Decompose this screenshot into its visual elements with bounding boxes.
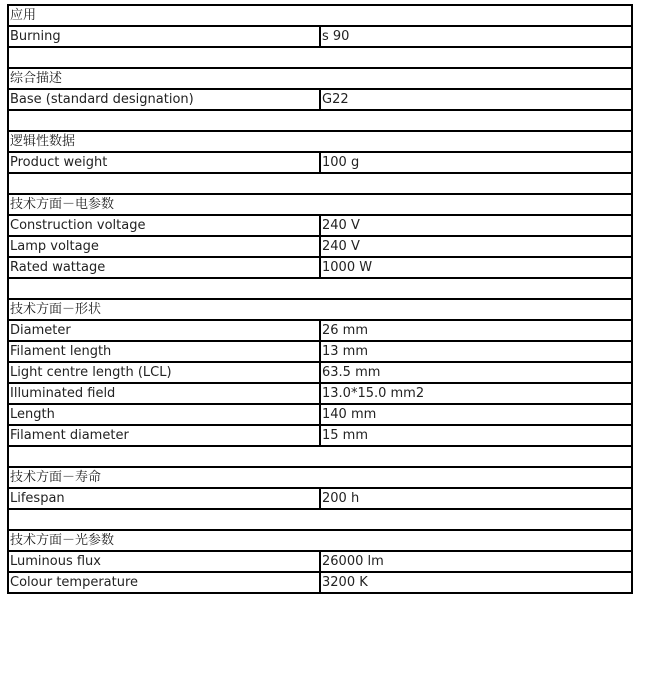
section-heading: 逻辑性数据 bbox=[8, 131, 632, 152]
spacer-row bbox=[8, 110, 632, 131]
spacer-row bbox=[8, 47, 632, 68]
section-heading-row bbox=[8, 68, 632, 89]
spec-table bbox=[7, 4, 633, 594]
section-heading-row bbox=[8, 530, 632, 551]
spec-value: s 90 bbox=[320, 26, 632, 47]
spec-label: Luminous flux bbox=[8, 551, 320, 572]
spec-label: Illuminated field bbox=[8, 383, 320, 404]
spacer-cell bbox=[8, 47, 632, 68]
spec-value: 26000 lm bbox=[320, 551, 632, 572]
spec-row bbox=[8, 488, 632, 509]
spec-value: 3200 K bbox=[320, 572, 632, 593]
spec-label: Lamp voltage bbox=[8, 236, 320, 257]
spec-label: Rated wattage bbox=[8, 257, 320, 278]
spec-value: 15 mm bbox=[320, 425, 632, 446]
spec-value: 140 mm bbox=[320, 404, 632, 425]
spec-value: 13.0*15.0 mm2 bbox=[320, 383, 632, 404]
spacer-cell bbox=[8, 278, 632, 299]
spacer-row bbox=[8, 173, 632, 194]
spec-value: 1000 W bbox=[320, 257, 632, 278]
spacer-cell bbox=[8, 173, 632, 194]
spec-label: Colour temperature bbox=[8, 572, 320, 593]
spacer-row bbox=[8, 278, 632, 299]
spec-label: Filament length bbox=[8, 341, 320, 362]
spec-row bbox=[8, 89, 632, 110]
spec-row bbox=[8, 551, 632, 572]
spacer-cell bbox=[8, 509, 632, 530]
spec-row bbox=[8, 362, 632, 383]
section-heading-row bbox=[8, 194, 632, 215]
spec-row bbox=[8, 215, 632, 236]
spec-value: 13 mm bbox=[320, 341, 632, 362]
spec-label: Light centre length (LCL) bbox=[8, 362, 320, 383]
section-heading: 技术方面－寿命 bbox=[8, 467, 632, 488]
spec-table-body bbox=[8, 5, 632, 593]
spec-row bbox=[8, 152, 632, 173]
section-heading: 技术方面－电参数 bbox=[8, 194, 632, 215]
spec-label: Construction voltage bbox=[8, 215, 320, 236]
section-heading-row bbox=[8, 5, 632, 26]
spec-label: Base (standard designation) bbox=[8, 89, 320, 110]
spec-row bbox=[8, 404, 632, 425]
spec-row bbox=[8, 341, 632, 362]
spec-value: 26 mm bbox=[320, 320, 632, 341]
spec-label: Length bbox=[8, 404, 320, 425]
spacer-cell bbox=[8, 446, 632, 467]
spec-row bbox=[8, 383, 632, 404]
spec-row bbox=[8, 257, 632, 278]
section-heading: 综合描述 bbox=[8, 68, 632, 89]
spec-label: Lifespan bbox=[8, 488, 320, 509]
spec-label: Filament diameter bbox=[8, 425, 320, 446]
spacer-row bbox=[8, 509, 632, 530]
spec-value: 100 g bbox=[320, 152, 632, 173]
spec-row bbox=[8, 320, 632, 341]
spec-label: Burning bbox=[8, 26, 320, 47]
spec-row bbox=[8, 425, 632, 446]
spec-value: 240 V bbox=[320, 215, 632, 236]
spec-label: Product weight bbox=[8, 152, 320, 173]
spec-label: Diameter bbox=[8, 320, 320, 341]
spec-row bbox=[8, 26, 632, 47]
spec-value: G22 bbox=[320, 89, 632, 110]
section-heading: 技术方面－光参数 bbox=[8, 530, 632, 551]
spec-row bbox=[8, 236, 632, 257]
section-heading-row bbox=[8, 299, 632, 320]
section-heading: 应用 bbox=[8, 5, 632, 26]
section-heading-row bbox=[8, 467, 632, 488]
spacer-row bbox=[8, 446, 632, 467]
spacer-cell bbox=[8, 110, 632, 131]
spec-value: 240 V bbox=[320, 236, 632, 257]
spec-value: 200 h bbox=[320, 488, 632, 509]
section-heading: 技术方面－形状 bbox=[8, 299, 632, 320]
section-heading-row bbox=[8, 131, 632, 152]
spec-value: 63.5 mm bbox=[320, 362, 632, 383]
spec-row bbox=[8, 572, 632, 593]
